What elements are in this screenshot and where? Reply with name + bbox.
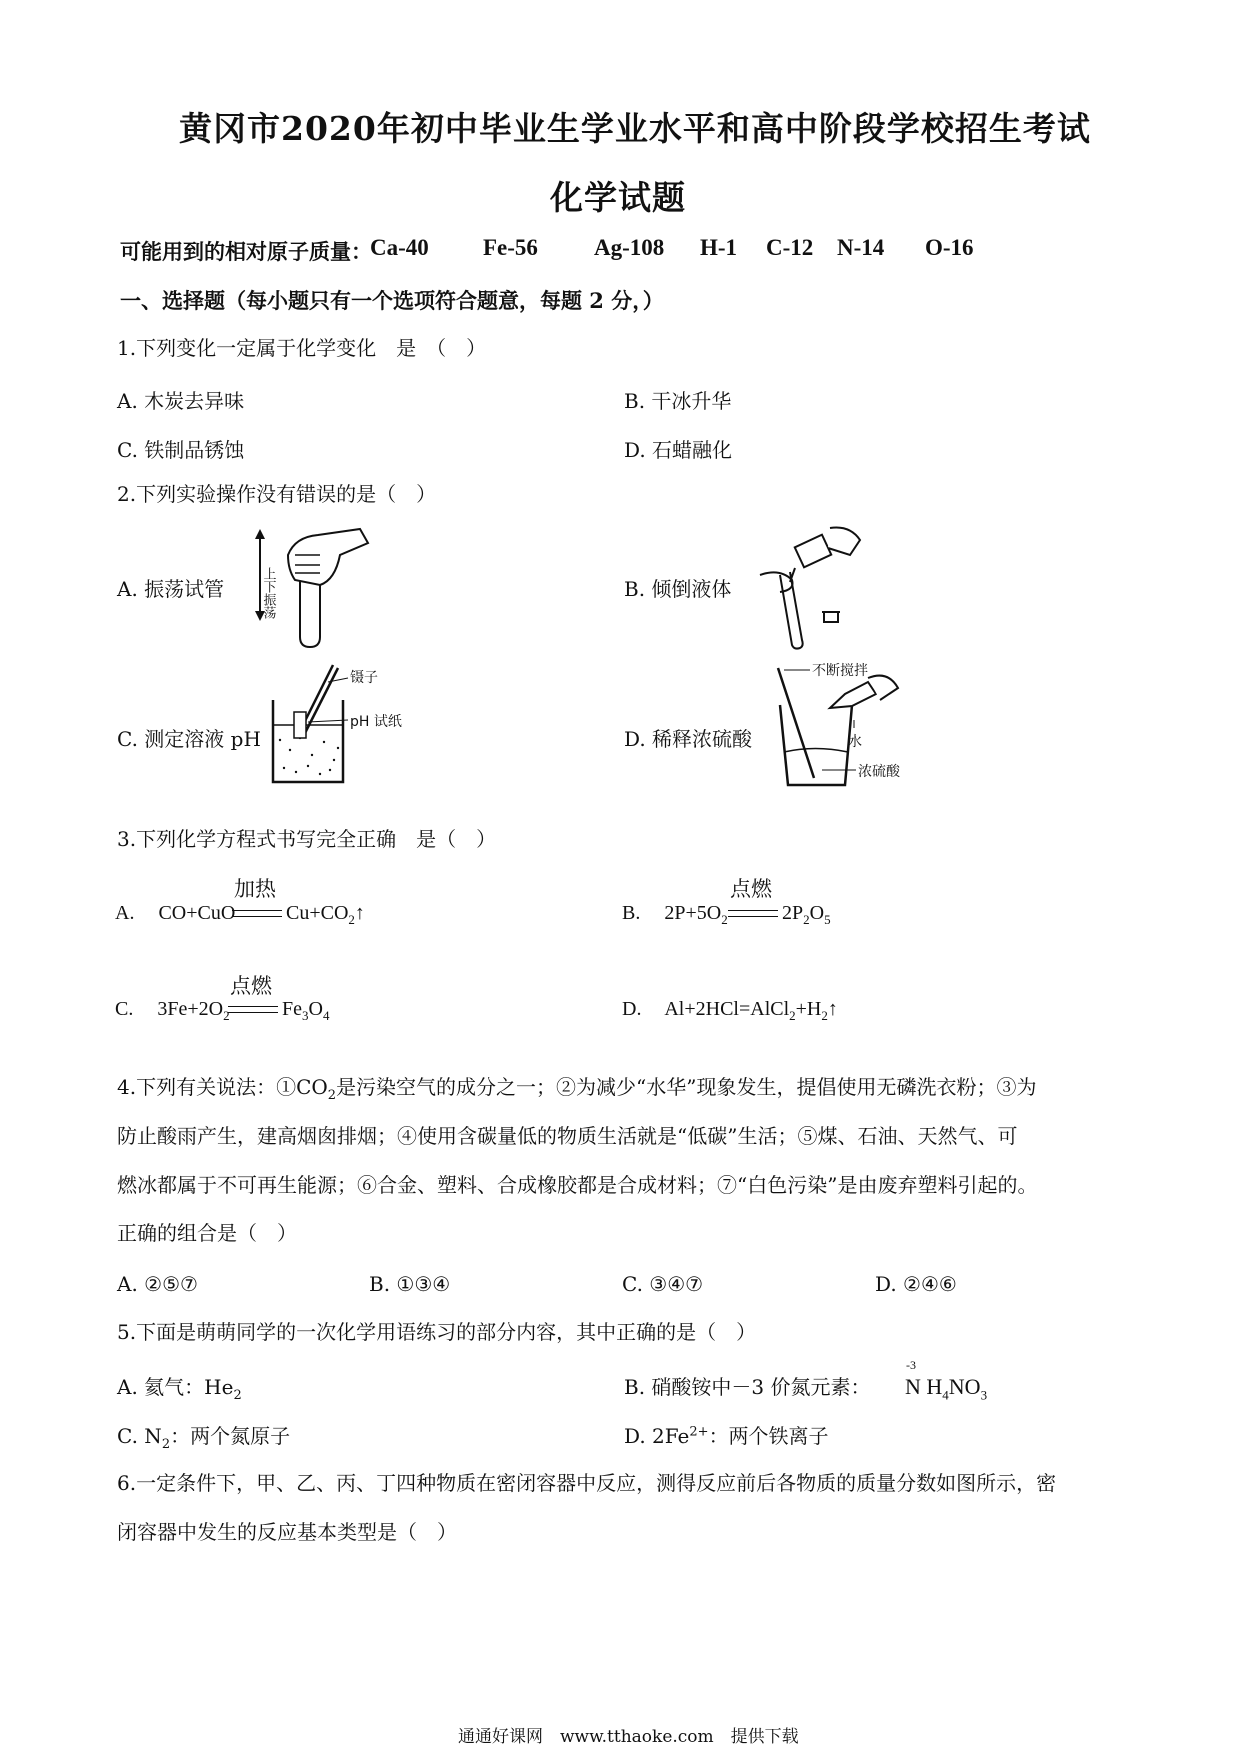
question-2-option-a: A. 振荡试管 [117, 577, 225, 601]
condition-ignite: 点燃 [230, 974, 272, 998]
atomic-mass-item: N-14 [837, 235, 885, 260]
option-label: C. [115, 998, 134, 1020]
question-1-option-b: B. 干冰升华 [624, 389, 732, 413]
question-4-line: 4.下列有关说法：$①CO_2$是污染空气的成分之一；②为减少“水华”现象发生，提倡使用无磷洗衣粉；③为 [117, 1075, 1037, 1103]
question-1-option-c: C. 铁制品锈蚀 [117, 438, 245, 462]
question-3-option-b: B. $2P+5O_2$ [622, 902, 728, 927]
products: $Fe_3O_4$ [282, 998, 330, 1023]
valence-mark: -3 [906, 1358, 916, 1372]
shaking-test-tube-figure [240, 525, 380, 650]
paper-title: 黄冈市2020年初中毕业生学业水平和高中阶段学校招生考试 [179, 109, 1091, 148]
atomic-mass-item: C-12 [766, 235, 814, 260]
products: $2P_2O_5$ [782, 902, 831, 927]
conc-acid-label: 浓硫酸 [858, 764, 900, 780]
question-5-option-b: B. 硝酸铵中－3 价氮元素： [624, 1375, 871, 1399]
option-label: D. [622, 998, 642, 1020]
question-4-option-d: D. ②④⑥ [875, 1272, 957, 1296]
question-3-option-d: D. $Al+2HCl=AlCl_2+H_2↑$ [622, 998, 838, 1023]
question-5-option-c: C. $N_2$：两个氮原子 [117, 1424, 291, 1452]
question-4-line: 燃冰都属于不可再生能源；⑥合金、塑料、合成橡胶都是合成材料；⑦“白色污染”是由废弃塑料引起的。 [117, 1173, 1038, 1197]
stir-label: 不断搅拌 [812, 663, 868, 679]
atomic-mass-item: Ag-108 [594, 235, 665, 260]
atomic-mass-item: Ca-40 [370, 235, 429, 260]
question-4-option-a: A. ②⑤⑦ [117, 1272, 198, 1296]
condition-ignite: 点燃 [730, 877, 772, 901]
question-1-option-a: A. 木炭去异味 [117, 389, 245, 413]
tweezers-label: 镊子 [350, 670, 378, 686]
products: $Cu+CO_2↑$ [286, 902, 365, 927]
question-6-line: 6.一定条件下，甲、乙、丙、丁四种物质在密闭容器中反应，测得反应前后各物质的质量分数如图所示，密 [117, 1471, 1057, 1495]
section-heading: 一、选择题（每小题只有一个选项符合题意，每题 2 分，） [120, 288, 664, 313]
question-4-line: 防止酸雨产生，建高烟囱排烟；④使用含碳量低的物质生活就是“低碳”生活；⑤煤、石油、天然气、可 [117, 1124, 1018, 1148]
question-5-stem: 5.下面是萌萌同学的一次化学用语练习的部分内容，其中正确的是（ ） [117, 1320, 757, 1344]
question-1-stem: 1.下列变化一定属于化学变化 是 （ ） [117, 336, 487, 360]
option-label: A. [115, 902, 135, 924]
atomic-mass-item: O-16 [925, 235, 974, 260]
shake-label: 上下振荡 [260, 567, 276, 619]
question-4-option-b: B. ①③④ [369, 1272, 451, 1296]
paper-subtitle: 化学试题 [550, 178, 686, 217]
dilute-sulfuric-acid-figure [770, 660, 930, 790]
question-2-stem: 2.下列实验操作没有错误的是（ ） [117, 482, 437, 506]
ph-paper-label: pH 试纸 [350, 714, 402, 730]
water-label: 水 [848, 734, 862, 750]
atomic-mass-item: Fe-56 [483, 235, 538, 260]
equation-arrow [232, 910, 282, 917]
reactants: CO+CuO [158, 902, 236, 924]
condition-heating: 加热 [234, 877, 276, 901]
question-6-line: 闭容器中发生的反应基本类型是（ ） [117, 1520, 457, 1544]
question-3-stem: 3.下列化学方程式书写完全正确 是（ ） [117, 827, 497, 851]
question-1-option-d: D. 石蜡融化 [624, 438, 733, 462]
footer-watermark: 通通好课网 www.tthaoke.com 提供下载 [458, 1727, 799, 1747]
question-3-option-a [115, 902, 235, 925]
ammonium-nitrate-formula: N $H_4NO_3$ [905, 1374, 988, 1403]
option-label: B. [622, 902, 641, 924]
question-5-option-a: A. 氦气：$He_2$ [117, 1375, 242, 1403]
question-4-line: 正确的组合是（ ） [117, 1221, 297, 1245]
question-5-option-d: D. $2Fe^{2+}$：两个铁离子 [624, 1424, 829, 1448]
equation-arrow [728, 910, 778, 917]
question-2-option-c: C. 测定溶液 pH [117, 727, 261, 751]
question-2-option-d: D. 稀释浓硫酸 [624, 727, 753, 751]
pouring-liquid-figure [740, 520, 870, 650]
atomic-mass-label: 可能用到的相对原子质量： [120, 239, 372, 264]
atomic-mass-item: H-1 [700, 235, 738, 260]
question-4-option-c: C. ③④⑦ [622, 1272, 704, 1296]
equation-arrow [228, 1006, 278, 1013]
ph-test-figure [268, 660, 418, 790]
question-3-option-c: C. $3Fe+2O_2$ [115, 998, 230, 1023]
question-2-option-b: B. 倾倒液体 [624, 577, 732, 601]
